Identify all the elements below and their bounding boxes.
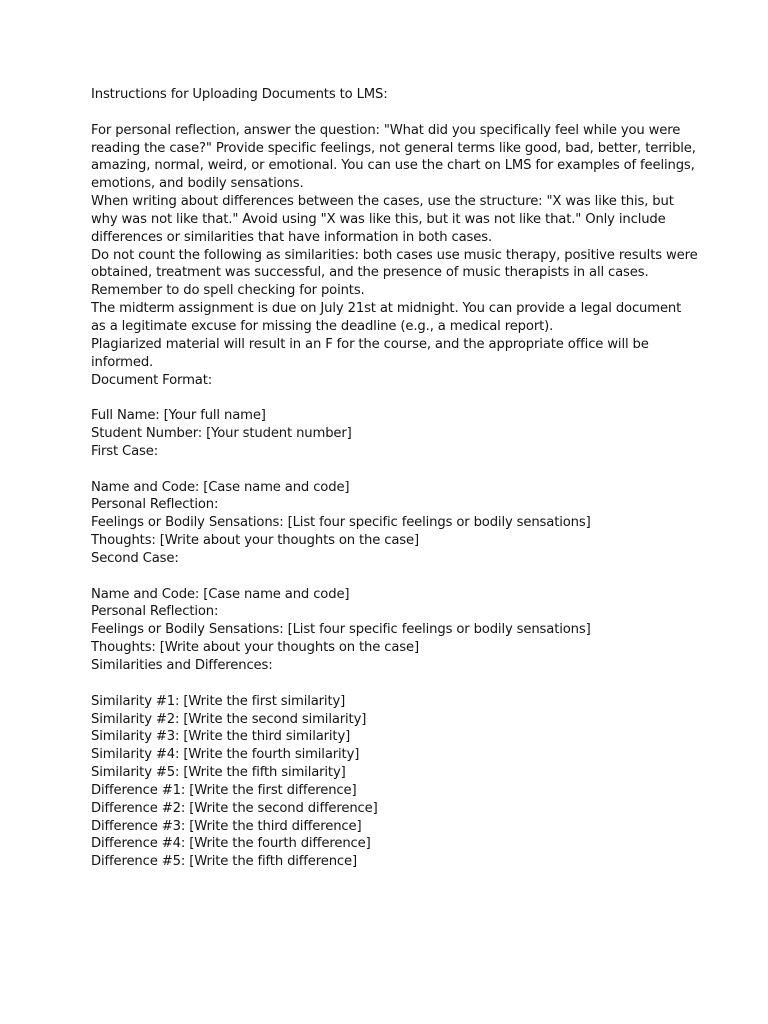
feelings-line: Feelings or Bodily Sensations: [List four specific feelings or bodily sensations] (91, 515, 591, 531)
text-line: The midterm assignment is due on July 21st at midnight. You can provide a legal document (91, 301, 682, 317)
document-title: Instructions for Uploading Documents to LMS: (91, 87, 388, 102)
difference-item: Difference #4: [Write the fourth difference] (91, 836, 371, 852)
similarities-paragraph (91, 247, 698, 283)
blank-line (91, 461, 691, 479)
first-case-section (91, 479, 691, 550)
difference-item: Difference #1: [Write the first difference] (91, 782, 357, 798)
feelings-line: Feelings or Bodily Sensations: [List four specific feelings or bodily sensations] (91, 622, 591, 638)
blank-line (91, 389, 691, 407)
differences-paragraph (91, 193, 691, 247)
personal-reflection-line: Personal Reflection: (91, 497, 219, 513)
blank-line (91, 568, 691, 586)
first-case-heading: First Case: (91, 443, 159, 459)
name-code-line: Name and Code: [Case name and code] (91, 479, 350, 495)
similarity-item: Similarity #1: [Write the first similarity] (91, 693, 346, 709)
difference-item: Difference #3: [Write the third difference] (91, 818, 362, 834)
reflection-paragraph (91, 122, 696, 193)
second-case-heading: Second Case: (91, 550, 179, 566)
text-line: informed. (91, 354, 154, 370)
student-number-line: Student Number: [Your student number] (91, 426, 352, 442)
text-line: emotions, and bodily sensations. (91, 176, 304, 192)
text-line: When writing about differences between the cases, use the structure: "X was like this, but (91, 194, 674, 210)
name-code-line: Name and Code: [Case name and code] (91, 586, 350, 602)
format-heading: Document Format: (91, 372, 213, 388)
personal-reflection-line: Personal Reflection: (91, 604, 219, 620)
spell-check-note: Remember to do spell checking for points. (91, 283, 365, 299)
difference-item: Difference #5: [Write the fifth difference] (91, 854, 357, 870)
similarity-item: Similarity #3: [Write the third similarity] (91, 729, 351, 745)
blank-line (91, 104, 691, 122)
plagiarism-paragraph (91, 336, 691, 372)
text-line: Do not count the following as similarities: both cases use music therapy, positive results were (91, 247, 698, 263)
similarities-differences-heading: Similarities and Differences: (91, 658, 273, 673)
similarity-item: Similarity #4: [Write the fourth similarity] (91, 747, 360, 763)
blank-line (91, 675, 691, 693)
full-name-line: Full Name: [Your full name] (91, 408, 266, 424)
similarities-list (91, 693, 691, 782)
text-line: why was not like that." Avoid using "X was like this, but it was not like that." Only include (91, 211, 666, 227)
text-line: For personal reflection, answer the question: "What did you specifically feel while you were (91, 122, 681, 138)
similarity-item: Similarity #5: [Write the fifth similarity] (91, 765, 346, 781)
difference-item: Difference #2: [Write the second difference] (91, 800, 378, 816)
text-line: Plagiarized material will result in an F for the course, and the appropriate office will be (91, 336, 649, 352)
text-line: as a legitimate excuse for missing the deadline (e.g., a medical report). (91, 318, 554, 334)
thoughts-line: Thoughts: [Write about your thoughts on the case] (91, 640, 419, 656)
midterm-paragraph (91, 300, 691, 336)
document-body (91, 86, 698, 871)
differences-list (91, 782, 691, 871)
second-case-section (91, 586, 691, 657)
text-line: amazing, normal, weird, or emotional. You can use the chart on LMS for examples of feelings, (91, 158, 695, 174)
similarity-item: Similarity #2: [Write the second similarity] (91, 711, 367, 727)
text-line: reading the case?" Provide specific feelings, not general terms like good, bad, better, terrible, (91, 140, 696, 156)
text-line: obtained, treatment was successful, and the presence of music therapists in all cases. (91, 265, 649, 281)
thoughts-line: Thoughts: [Write about your thoughts on the case] (91, 533, 419, 549)
text-line: differences or similarities that have information in both cases. (91, 229, 493, 245)
